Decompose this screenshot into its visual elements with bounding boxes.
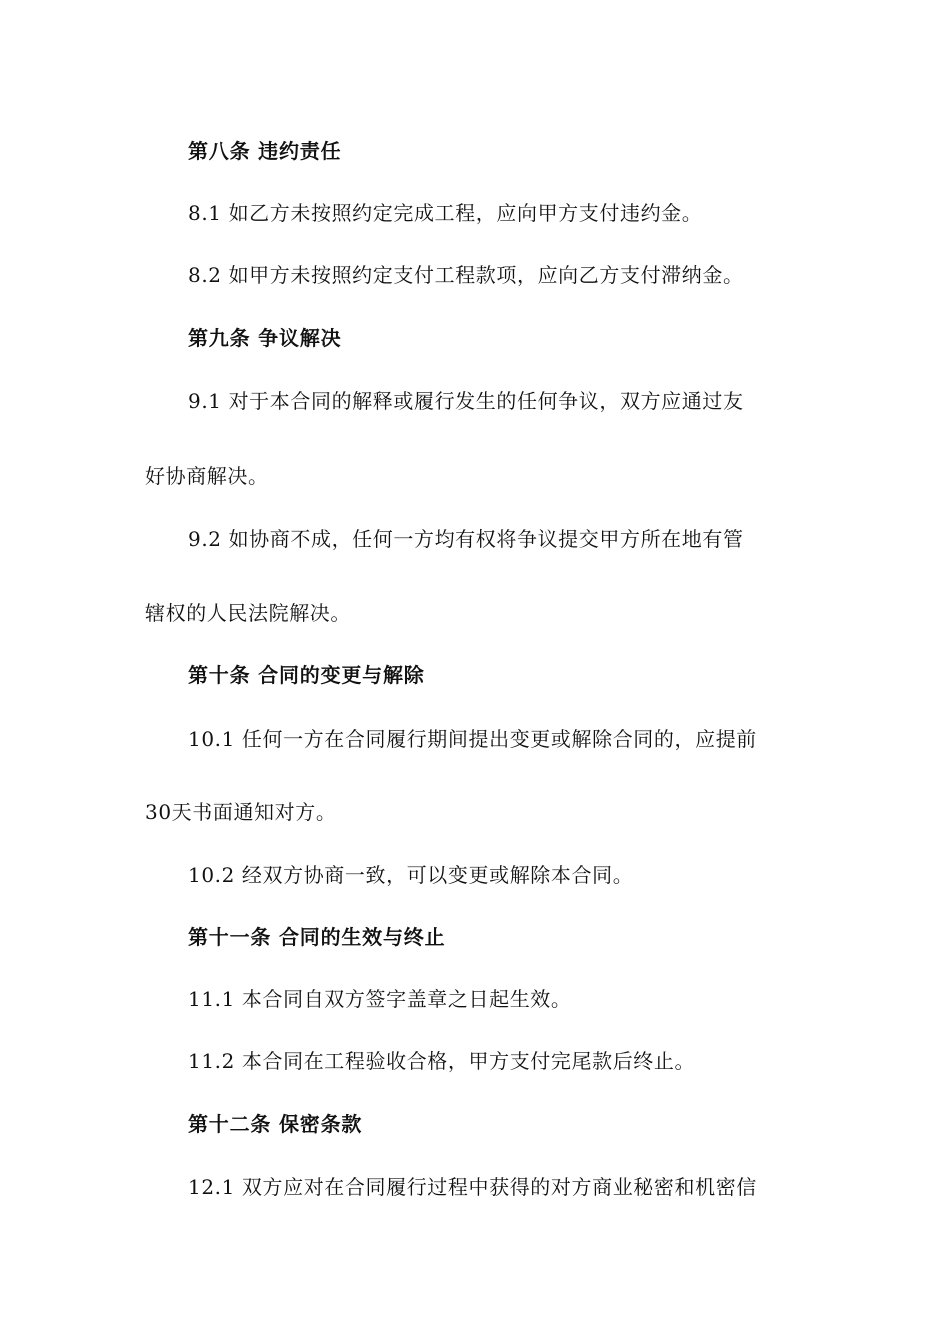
clause-8-2: 8.2 如甲方未按照约定支付工程款项，应向乙方支付滞纳金。	[188, 263, 744, 287]
clause-10-1-line-2: 30天书面通知对方。	[145, 800, 337, 824]
clause-10-1-line-1: 10.1 任何一方在合同履行期间提出变更或解除合同的，应提前	[188, 727, 757, 751]
clause-11-2: 11.2 本合同在工程验收合格，甲方支付完尾款后终止。	[188, 1049, 696, 1073]
clause-12-1-line-1: 12.1 双方应对在合同履行过程中获得的对方商业秘密和机密信	[188, 1175, 757, 1199]
clause-8-1: 8.1 如乙方未按照约定完成工程，应向甲方支付违约金。	[188, 201, 703, 225]
clause-9-2-line-1: 9.2 如协商不成，任何一方均有权将争议提交甲方所在地有管	[188, 527, 744, 551]
clause-11-1: 11.1 本合同自双方签字盖章之日起生效。	[188, 987, 572, 1011]
section-heading-11: 第十一条 合同的生效与终止	[188, 925, 446, 949]
clause-9-1-line-1: 9.1 对于本合同的解释或履行发生的任何争议，双方应通过友	[188, 389, 744, 413]
section-heading-10: 第十条 合同的变更与解除	[188, 663, 425, 687]
section-heading-8: 第八条 违约责任	[188, 139, 342, 163]
clause-9-2-line-2: 辖权的人民法院解决。	[145, 601, 351, 625]
section-heading-9: 第九条 争议解决	[188, 326, 342, 350]
clause-9-1-line-2: 好协商解决。	[145, 464, 269, 488]
clause-10-2: 10.2 经双方协商一致，可以变更或解除本合同。	[188, 863, 634, 887]
section-heading-12: 第十二条 保密条款	[188, 1112, 363, 1136]
